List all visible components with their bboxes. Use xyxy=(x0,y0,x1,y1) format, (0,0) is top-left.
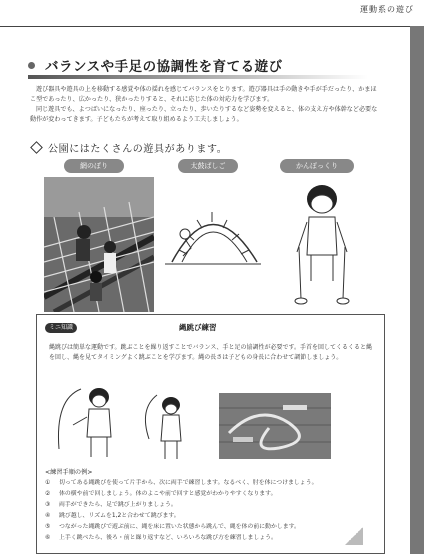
intro-paragraph-1: 遊び器具や遊具の上を移動する感覚や体の揺れを感じてバランスをとります。遊び器具は手の動きや手が手だったり、かまほこ型であったり、広かったり、狭かったりすると、それに応じた体の対応力を学びます。 xyxy=(30,86,377,103)
section-heading-row xyxy=(32,140,227,155)
side-tab xyxy=(410,26,424,554)
list-item xyxy=(45,489,375,500)
jump-rope-illustration xyxy=(51,379,191,463)
dome-ladder-illustration xyxy=(157,182,267,272)
stilts-illustration xyxy=(287,177,357,307)
steps-list xyxy=(45,478,375,544)
page xyxy=(0,26,410,555)
step-text: 切ってある縄跳びを使って片手から、次に両手で練習します。なるべく、肘を体につけましょう。 xyxy=(59,480,318,486)
step-text: 両手ができたら、足で跳び上がりましょう。 xyxy=(59,502,177,508)
list-item xyxy=(45,522,375,533)
page-curl xyxy=(345,527,363,545)
step-number: ⑤ xyxy=(45,524,51,530)
climbing-net-photo xyxy=(44,177,154,312)
climbing-net-illustration xyxy=(44,177,154,312)
list-item xyxy=(45,500,375,511)
equipment-label: 網のぼり xyxy=(64,159,124,173)
intro-paragraph-2: 同じ遊具でも、よつばいになったり、座ったり、立ったり、歩いたりするなど姿勢を変えると、体の支え方や体幹など必要な動作が変わってきます。子どもたちが考えて取り組めるよう工夫しましょう。 xyxy=(30,106,378,123)
step-text: 上手く跳べたら、後ろ・前と繰り返すなど、いろいろな跳び方を練習しましょう。 xyxy=(59,535,277,541)
step-number: ④ xyxy=(45,513,51,519)
equipment-label: 太鼓ばしご xyxy=(178,159,238,173)
title-row xyxy=(28,55,283,75)
list-item xyxy=(45,478,375,489)
list-item xyxy=(45,511,375,522)
mini-knowledge-intro: 縄跳びは簡単な運動です。跳ぶことを繰り返すことでバランス、手と足の協調性が必要です。手首を回してくるくると縄を回し、縄を見てタイミングよく跳ぶことを学びます。縄の長さは子どもの身長に合わせて調節しましょう。 xyxy=(49,344,373,361)
intro-text xyxy=(30,85,382,125)
section-heading: 公園にはたくさんの遊具があります。 xyxy=(48,144,228,155)
steps-header: <練習手順の例> xyxy=(45,469,93,476)
mini-knowledge-title: 縄跳び練習 xyxy=(179,323,217,332)
rope-photo xyxy=(219,393,331,459)
mini-knowledge-badge: ミニ知識 xyxy=(45,323,77,333)
step-number: ① xyxy=(45,480,51,486)
diamond-icon xyxy=(30,141,43,154)
list-item xyxy=(45,533,375,544)
step-number: ② xyxy=(45,491,51,497)
step-text: 跳び越し、リズムを1,2と合わせて跳びます。 xyxy=(59,513,180,519)
step-number: ③ xyxy=(45,502,51,508)
bullet-icon xyxy=(28,62,35,69)
step-text: つながった縄跳びで遊ぶ前に、縄を床に置いた状態から跳んで、縄を体の前に動かします。 xyxy=(59,524,300,530)
header-bar xyxy=(0,0,424,26)
category-label: 運動系の遊び xyxy=(360,5,414,14)
mini-knowledge-box xyxy=(36,314,385,554)
step-text: 体の横や前で回しましょう。体のよこや前で回すと感覚がわかりやすくなります。 xyxy=(59,491,277,497)
title-underline xyxy=(28,75,368,79)
step-number: ⑥ xyxy=(45,535,51,541)
page-title: バランスや手足の協調性を育てる遊び xyxy=(45,59,283,75)
equipment-label: かんぽっくり xyxy=(280,159,354,173)
